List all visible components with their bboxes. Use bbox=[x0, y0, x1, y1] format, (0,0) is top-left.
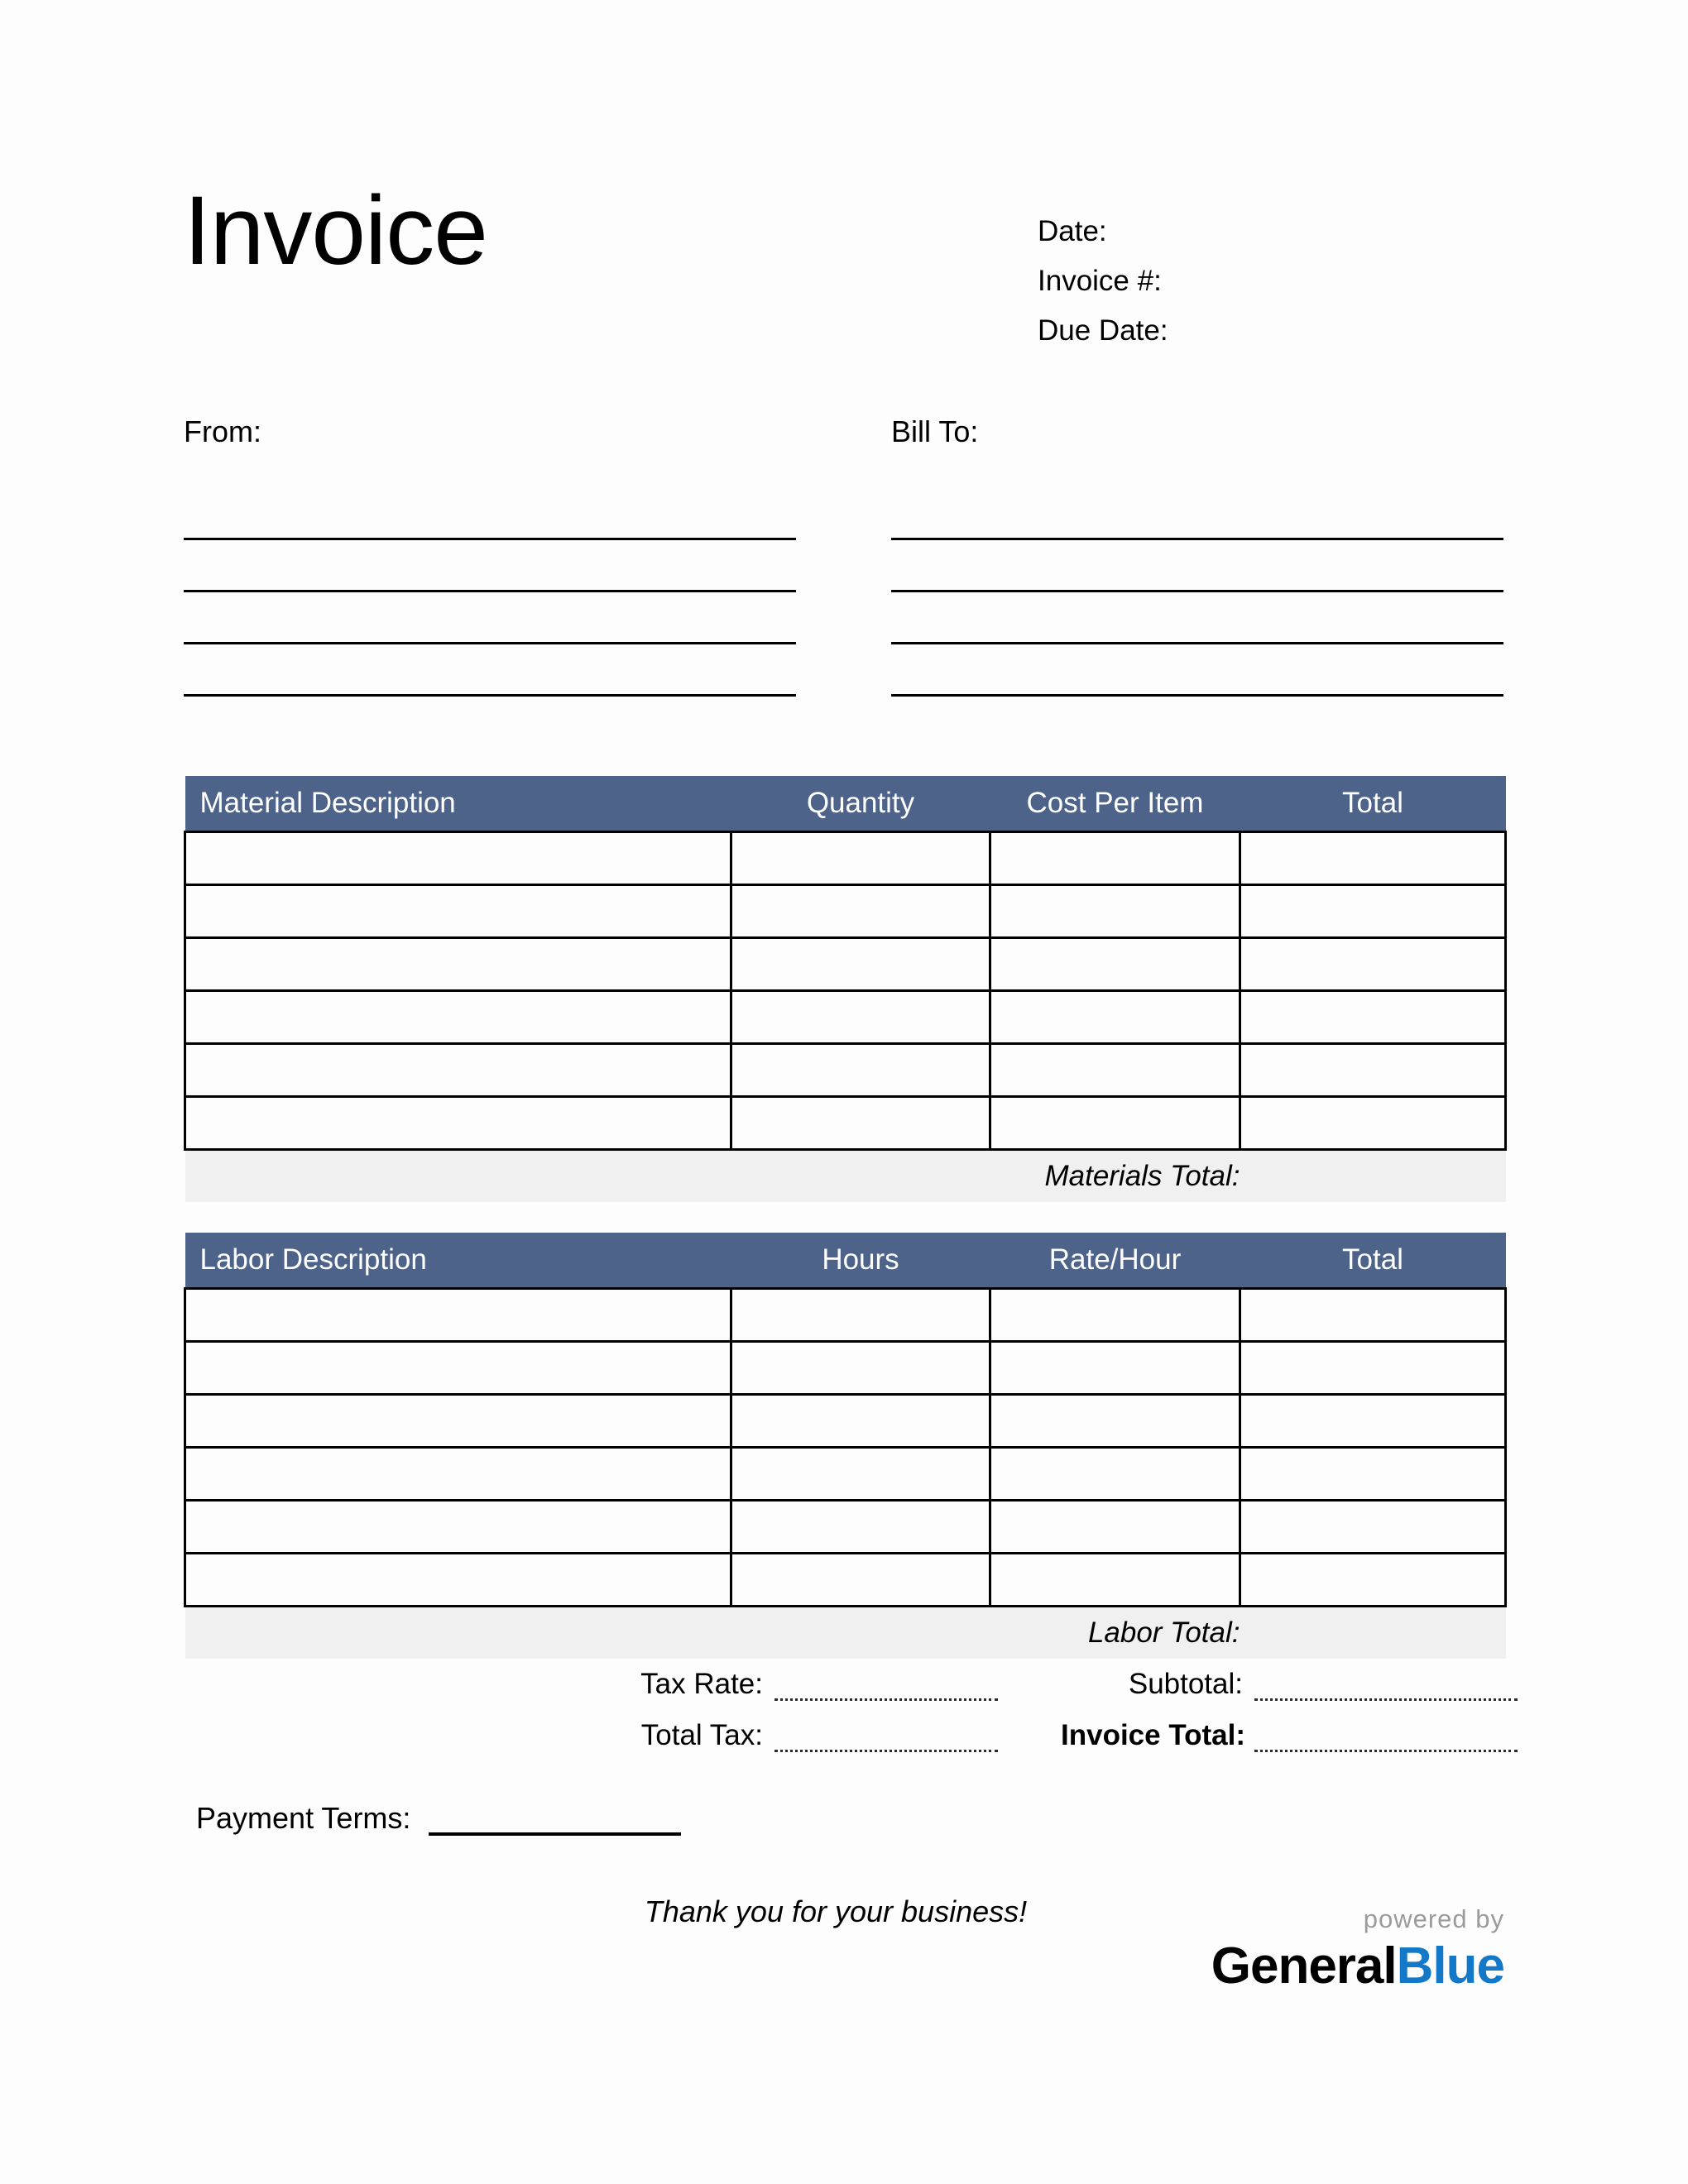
materials-cell-total[interactable] bbox=[1240, 885, 1506, 938]
brand-name bbox=[1157, 1936, 1504, 1997]
from-address-line[interactable] bbox=[184, 644, 796, 697]
tax-rate-row bbox=[581, 1667, 998, 1701]
table-row bbox=[185, 1097, 1506, 1150]
thank-you-message: Thank you for your business! bbox=[644, 1894, 1028, 1928]
labor-table bbox=[184, 1233, 1507, 1659]
page-title: Invoice bbox=[184, 176, 487, 285]
materials-cell-cost[interactable] bbox=[990, 991, 1240, 1044]
parties-section bbox=[184, 414, 1504, 728]
materials-col-quantity: Quantity bbox=[731, 776, 990, 832]
labor-cell-total[interactable] bbox=[1240, 1554, 1506, 1607]
labor-total-value[interactable] bbox=[1240, 1607, 1506, 1660]
labor-cell-hours[interactable] bbox=[731, 1395, 990, 1448]
materials-cell-quantity[interactable] bbox=[731, 885, 990, 938]
labor-col-description: Labor Description bbox=[185, 1233, 731, 1289]
invoice-total-label: Invoice Total: bbox=[1061, 1719, 1245, 1751]
materials-cell-quantity[interactable] bbox=[731, 832, 990, 885]
table-row bbox=[185, 1501, 1506, 1554]
labor-col-hours: Hours bbox=[731, 1233, 990, 1289]
materials-cell-cost[interactable] bbox=[990, 1097, 1240, 1150]
due-date-label: Due Date: bbox=[1038, 314, 1168, 347]
labor-cell-hours[interactable] bbox=[731, 1448, 990, 1501]
bill-to-address-line[interactable] bbox=[891, 488, 1503, 540]
materials-cell-description[interactable] bbox=[185, 832, 731, 885]
labor-cell-rate[interactable] bbox=[990, 1289, 1240, 1342]
labor-table-block bbox=[184, 1233, 1504, 1659]
table-row bbox=[185, 991, 1506, 1044]
total-tax-input[interactable] bbox=[774, 1718, 998, 1752]
from-address-line[interactable] bbox=[184, 540, 796, 592]
materials-table-block bbox=[184, 776, 1504, 1202]
labor-cell-total[interactable] bbox=[1240, 1289, 1506, 1342]
materials-cell-description[interactable] bbox=[185, 938, 731, 991]
materials-cell-quantity[interactable] bbox=[731, 1097, 990, 1150]
labor-cell-hours[interactable] bbox=[731, 1342, 990, 1395]
subtotal-input[interactable] bbox=[1254, 1667, 1518, 1701]
from-lines bbox=[184, 488, 796, 697]
brand-name-general: General bbox=[1211, 1937, 1397, 1995]
labor-col-total: Total bbox=[1240, 1233, 1506, 1289]
materials-col-description: Material Description bbox=[185, 776, 731, 832]
tax-rate-label: Tax Rate: bbox=[640, 1668, 763, 1700]
labor-cell-hours[interactable] bbox=[731, 1289, 990, 1342]
materials-total-value[interactable] bbox=[1240, 1150, 1506, 1203]
labor-cell-total[interactable] bbox=[1240, 1448, 1506, 1501]
materials-cell-description[interactable] bbox=[185, 1097, 731, 1150]
materials-cell-total[interactable] bbox=[1240, 1097, 1506, 1150]
date-label: Date: bbox=[1038, 215, 1107, 247]
materials-col-cost-per-item: Cost Per Item bbox=[990, 776, 1240, 832]
materials-cell-description[interactable] bbox=[185, 1044, 731, 1097]
labor-cell-rate[interactable] bbox=[990, 1342, 1240, 1395]
invoice-header bbox=[184, 176, 1504, 364]
labor-cell-rate[interactable] bbox=[990, 1554, 1240, 1607]
table-row bbox=[185, 1448, 1506, 1501]
table-row bbox=[185, 1342, 1506, 1395]
brand-logo bbox=[1157, 1903, 1504, 1997]
invoice-total-row bbox=[1061, 1718, 1518, 1752]
labor-cell-description[interactable] bbox=[185, 1342, 731, 1395]
invoice-number-label: Invoice #: bbox=[1038, 265, 1162, 297]
totals-section bbox=[184, 1667, 1504, 1774]
labor-cell-description[interactable] bbox=[185, 1501, 731, 1554]
payment-terms-row bbox=[196, 1799, 681, 1836]
labor-total-label: Labor Total: bbox=[185, 1607, 1240, 1660]
materials-cell-total[interactable] bbox=[1240, 991, 1506, 1044]
materials-cell-cost[interactable] bbox=[990, 832, 1240, 885]
materials-total-label: Materials Total: bbox=[185, 1150, 1240, 1203]
labor-cell-rate[interactable] bbox=[990, 1448, 1240, 1501]
materials-cell-description[interactable] bbox=[185, 885, 731, 938]
table-row bbox=[185, 832, 1506, 885]
labor-cell-total[interactable] bbox=[1240, 1342, 1506, 1395]
materials-cell-quantity[interactable] bbox=[731, 1044, 990, 1097]
materials-cell-cost[interactable] bbox=[990, 938, 1240, 991]
labor-cell-total[interactable] bbox=[1240, 1395, 1506, 1448]
labor-cell-hours[interactable] bbox=[731, 1554, 990, 1607]
materials-cell-quantity[interactable] bbox=[731, 991, 990, 1044]
materials-header-row bbox=[185, 776, 1506, 832]
labor-cell-rate[interactable] bbox=[990, 1395, 1240, 1448]
powered-by-label: powered by bbox=[1363, 1904, 1504, 1933]
bill-to-address-line[interactable] bbox=[891, 592, 1503, 644]
labor-cell-description[interactable] bbox=[185, 1448, 731, 1501]
table-row bbox=[185, 1554, 1506, 1607]
table-row bbox=[185, 1044, 1506, 1097]
materials-table bbox=[184, 776, 1507, 1202]
materials-cell-total[interactable] bbox=[1240, 1044, 1506, 1097]
materials-cell-total[interactable] bbox=[1240, 938, 1506, 991]
from-address-line[interactable] bbox=[184, 592, 796, 644]
labor-cell-description[interactable] bbox=[185, 1554, 731, 1607]
total-tax-label: Total Tax: bbox=[640, 1719, 763, 1751]
table-row bbox=[185, 938, 1506, 991]
materials-total-row bbox=[185, 1150, 1506, 1203]
subtotal-label: Subtotal: bbox=[1128, 1668, 1243, 1700]
table-row bbox=[185, 1395, 1506, 1448]
labor-col-rate-per-hour: Rate/Hour bbox=[990, 1233, 1240, 1289]
payment-terms-input[interactable] bbox=[429, 1799, 681, 1836]
tax-rate-input[interactable] bbox=[774, 1667, 998, 1701]
invoice-total-input[interactable] bbox=[1254, 1718, 1518, 1752]
bill-to-block bbox=[891, 414, 1503, 697]
labor-cell-hours[interactable] bbox=[731, 1501, 990, 1554]
table-row bbox=[185, 1289, 1506, 1342]
from-block bbox=[184, 414, 796, 697]
materials-cell-cost[interactable] bbox=[990, 885, 1240, 938]
labor-cell-description[interactable] bbox=[185, 1395, 731, 1448]
payment-terms-label: Payment Terms: bbox=[196, 1801, 411, 1835]
bill-to-address-line[interactable] bbox=[891, 540, 1503, 592]
subtotal-row bbox=[1061, 1667, 1518, 1701]
materials-cell-cost[interactable] bbox=[990, 1044, 1240, 1097]
labor-total-row bbox=[185, 1607, 1506, 1660]
bill-to-address-line[interactable] bbox=[891, 644, 1503, 697]
table-row bbox=[185, 885, 1506, 938]
from-label: From: bbox=[184, 414, 261, 448]
bill-to-label: Bill To: bbox=[891, 414, 979, 448]
materials-cell-quantity[interactable] bbox=[731, 938, 990, 991]
total-tax-row bbox=[581, 1718, 998, 1752]
materials-cell-description[interactable] bbox=[185, 991, 731, 1044]
labor-cell-total[interactable] bbox=[1240, 1501, 1506, 1554]
brand-name-blue: Blue bbox=[1396, 1937, 1504, 1995]
materials-cell-total[interactable] bbox=[1240, 832, 1506, 885]
labor-cell-description[interactable] bbox=[185, 1289, 731, 1342]
labor-header-row bbox=[185, 1233, 1506, 1289]
from-address-line[interactable] bbox=[184, 488, 796, 540]
invoice-meta-block bbox=[1038, 207, 1501, 356]
materials-col-total: Total bbox=[1240, 776, 1506, 832]
labor-cell-rate[interactable] bbox=[990, 1501, 1240, 1554]
bill-to-lines bbox=[891, 488, 1503, 697]
